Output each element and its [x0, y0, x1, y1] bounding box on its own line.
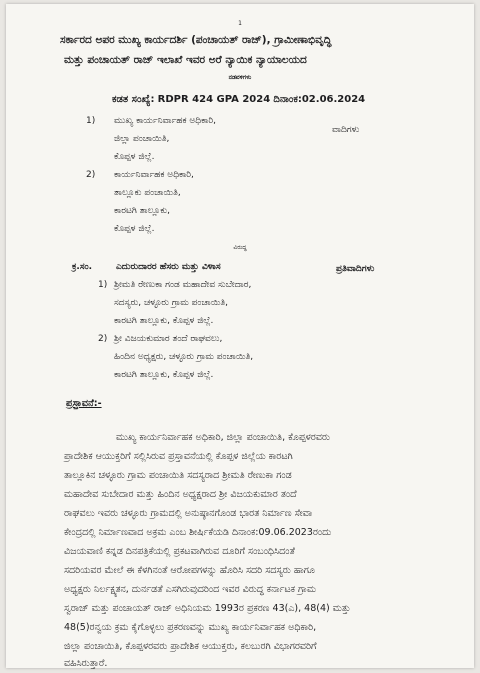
preamble-line: ರಾಘವಲು ಇವರು ಚಳ್ಳೂರು ಗ್ರಾಮದಲ್ಲಿ ಅನುಷ್ಠಾನಗೊಂಡ ಭಾರತ ನಿರ್ಮಾಣ ಸೇವಾ	[64, 508, 313, 519]
page-number: 1	[238, 20, 242, 27]
plaintiff-2-line-2: ತಾಲ್ಲೂಕು ಪಂಚಾಯಿತಿ,	[114, 188, 181, 198]
versus-label: ವಿರುದ್ಧ	[233, 244, 247, 251]
preamble-line: ಮುಖ್ಯ ಕಾರ್ಯನಿರ್ವಾಹಕ ಅಧಿಕಾರಿ, ಜಿಲ್ಲಾ ಪಂಚಾಯಿತಿ, ಕೊಪ್ಪಳರವರು	[116, 432, 330, 443]
preamble-line: ಸ್ವರಾಜ್ ಮತ್ತು ಪಂಚಾಯತ್ ರಾಜ್ ಅಧಿನಿಯಮ 1993ರ ಪ್ರಕರಣ 43(ಎ), 48(4) ಮತ್ತು	[64, 603, 351, 614]
respondent-2-line-1: ಶ್ರೀ ವಿಜಯಕುಮಾರ ತಂದೆ ರಾಘವಲು,	[114, 334, 223, 344]
plaintiff-1-line-2: ಜಿಲ್ಲಾ ಪಂಚಾಯಿತಿ,	[114, 134, 170, 144]
plaintiff-2-line-1: ಕಾರ್ಯನಿರ್ವಾಹಕ ಅಧಿಕಾರಿ,	[114, 170, 194, 180]
preamble-line: 48(5)ರನ್ವಯ ಕ್ರಮ ಕೈಗೊಳ್ಳಲು ಪ್ರಕರಣವನ್ನು ಮುಖ್ಯ ಕಾರ್ಯನಿರ್ವಾಹಕ ಅಧಿಕಾರಿ,	[64, 622, 317, 633]
document-page	[6, 4, 474, 668]
preamble-line: ತಾಲ್ಲೂಕಿನ ಚಳ್ಳೂರು ಗ್ರಾಮ ಪಂಚಾಯಿತಿ ಸದಸ್ಯರಾದ ಶ್ರೀಮತಿ ರೇಣುಕಾ ಗಂಡ	[64, 470, 292, 481]
case-prefix: ಕಡತ ಸಂಖ್ಯೆ:	[112, 94, 155, 105]
respondent-1-number: 1)	[98, 280, 108, 290]
respondent-1-line-1: ಶ್ರೀಮತಿ ರೇಣುಕಾ ಗಂಡ ಮಹಾದೇವ ಸುಬೇದಾರ,	[114, 280, 252, 290]
preamble-line: ಜಿಲ್ಲಾ ಪಂಚಾಯಿತಿ, ಕೊಪ್ಪಳರವರು ಪ್ರಾದೇಶಿಕ ಆಯುಕ್ತರು, ಕಲಬುರಗಿ ವಿಭಾಗರವರಿಗೆ	[64, 641, 317, 652]
plaintiff-1-line-3: ಕೊಪ್ಪಳ ಜಿಲ್ಲೆ.	[114, 152, 155, 162]
preamble-line: ಮಹಾದೇವ ಸುಬೇದಾರ ಮತ್ತು ಹಿಂದಿನ ಅಧ್ಯಕ್ಷರಾದ ಶ್ರೀ ವಿಜಯಕುಮಾರ ತಂದೆ	[64, 489, 297, 500]
header-line-2: ಮತ್ತು ಪಂಚಾಯತ್ ರಾಜ್ ಇಲಾಖೆ ಇವರ ಅರೆ ನ್ಯಾಯಿಕ ನ್ಯಾಯಾಲಯದ	[64, 54, 307, 66]
respondents-label: ಪ್ರತಿವಾದಿಗಳು	[336, 264, 375, 274]
plaintiff-2-number: 2)	[86, 170, 96, 180]
sl-no-header: ಕ್ರ.ಸಂ.	[72, 262, 93, 272]
respondent-2-line-3: ಕಾರಟಗಿ ತಾಲ್ಲೂಕು, ಕೊಪ್ಪಳ ಜಿಲ್ಲೆ.	[114, 370, 214, 380]
preamble-line: ಕೇಂದ್ರದಲ್ಲಿ ನಿರ್ಮಾಣವಾದ ಅಕ್ರಮ ಎಂಬ ಶೀರ್ಷಿಕೆಯಡಿ ದಿನಾಂಕ:09.06.2023ರಂದು	[64, 527, 332, 538]
respondent-2-number: 2)	[98, 334, 108, 344]
respondent-name-header: ಎದುರುದಾರರ ಹೆಸರು ಮತ್ತು ವಿಳಾಸ	[116, 262, 221, 272]
preamble-line: ಪ್ರಾದೇಶಿಕ ಆಯುಕ್ತರಿಗೆ ಸಲ್ಲಿಸಿರುವ ಪ್ರಸ್ತಾವನೆಯಲ್ಲಿ ಕೊಪ್ಪಳ ಜಿಲ್ಲೆಯ ಕಾರಟಗಿ	[64, 451, 293, 462]
respondent-1-line-2: ಸದಸ್ಯರು, ಚಳ್ಳೂರು ಗ್ರಾಮ ಪಂಚಾಯಿತಿ,	[114, 298, 229, 308]
case-number-line	[112, 94, 365, 105]
respondent-1-line-3: ಕಾರಟಗಿ ತಾಲ್ಲೂಕು, ಕೊಪ್ಪಳ ಜಿಲ್ಲೆ.	[114, 316, 214, 326]
header-line-1: ಸರ್ಕಾರದ ಅಪರ ಮುಖ್ಯ ಕಾರ್ಯದರ್ಶಿ (ಪಂಚಾಯತ್ ರಾಜ್), ಗ್ರಾಮೀಣಾಭಿವೃದ್ಧಿ	[60, 34, 332, 46]
plaintiff-1-line-1: ಮುಖ್ಯ ಕಾರ್ಯನಿರ್ವಾಹಕ ಅಧಿಕಾರಿ,	[114, 116, 216, 126]
header-line-3: ನಡವಳಿಗಳು	[228, 74, 252, 81]
case-date: ದಿನಾಂಕ:02.06.2024	[273, 94, 366, 105]
preamble-line: ವಹಿಸಿರುತ್ತಾರೆ.	[64, 658, 108, 669]
plaintiff-2-line-4: ಕೊಪ್ಪಳ ಜಿಲ್ಲೆ.	[114, 224, 155, 234]
respondent-2-line-2: ಹಿಂದಿನ ಅಧ್ಯಕ್ಷರು, ಚಳ್ಳೂರು ಗ್ರಾಮ ಪಂಚಾಯಿತಿ,	[114, 352, 254, 362]
plaintiff-1-number: 1)	[86, 116, 96, 126]
plaintiffs-label: ವಾದಿಗಳು	[332, 125, 360, 135]
preamble-line: ಅಧ್ಯಕ್ಷರು ನಿರ್ಲಕ್ಷ್ಯತನ, ದುರ್ನಡತೆ ಎಸಗಿರುವುದರಿಂದ ಇವರ ವಿರುದ್ಧ ಕರ್ನಾಟಕ ಗ್ರಾಮ	[64, 584, 316, 595]
preamble-line: ಸದರಿಯವರ ಮೇಲೆ ಈ ಕೆಳಗಿನಂತೆ ಆರೋಪಗಳನ್ನು ಹೊರಿಸಿ ಸದರಿ ಸದಸ್ಯರು ಹಾಗೂ	[64, 565, 315, 576]
case-number: RDPR 424 GPA 2024	[157, 94, 271, 105]
preamble-line: ವಿಜಯವಾಣಿ ಕನ್ನಡ ದಿನಪತ್ರಿಕೆಯಲ್ಲಿ ಪ್ರಕಟವಾಗಿರುವ ದೂರಿಗೆ ಸಂಬಂಧಿಸಿದಂತೆ	[64, 546, 295, 557]
plaintiff-2-line-3: ಕಾರಟಗಿ ತಾಲ್ಲೂಕು,	[114, 206, 171, 216]
preamble-title: ಪ್ರಸ್ತಾವನೆ:-	[66, 398, 102, 409]
